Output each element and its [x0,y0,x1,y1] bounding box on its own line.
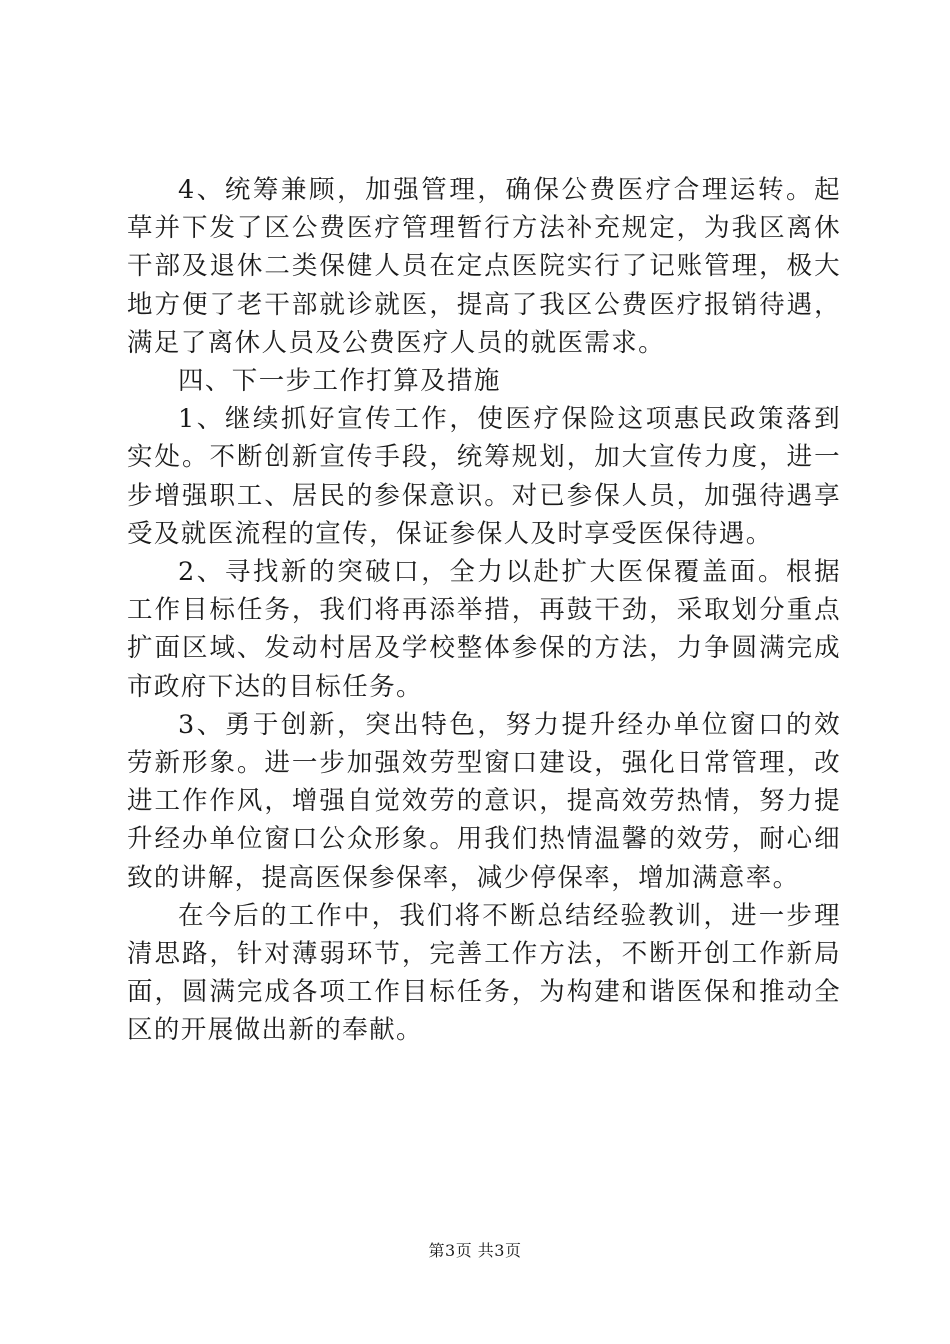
paragraph-expand-coverage: 2、寻找新的突破口，全力以赴扩大医保覆盖面。根据工作目标任务，我们将再添举措，再鼓干劲，采取划分重点扩面区域、发动村居及学校整体参保的方法，力争圆满完成市政府下达的目标任务。 [127,557,841,702]
section-heading-next-steps: 四、下一步工作打算及措施 [178,366,501,397]
paragraph-public-medical-management: 4、统筹兼顾，加强管理，确保公费医疗合理运转。起草并下发了区公费医疗管理暂行方法补充规定，为我区离休干部及退休二类保健人员在定点医院实行了记账管理，极大地方便了老干部就诊就医，提高了我区公费医疗报销待遇，满足了离休人员及公费医疗人员的就医需求。 [127,175,841,358]
document-body [127,171,841,1050]
paragraph-conclusion: 在今后的工作中，我们将不断总结经验教训，进一步理清思路，针对薄弱环节，完善工作方法，不断开创工作新局面，圆满完成各项工作目标任务，为构建和谐医保和推动全区的开展做出新的奉献。 [127,900,841,1046]
paragraph-service-window: 3、勇于创新，突出特色，努力提升经办单位窗口的效劳新形象。进一步加强效劳型窗口建设，强化日常管理，改进工作作风，增强自觉效劳的意识，提高效劳热情，努力提升经办单位窗口公众形象。用我们热情温馨的效劳，耐心细致的讲解，提高医保参保率，减少停保率，增加满意率。 [127,709,841,893]
page-number-footer: 第3页 共3页 [428,1241,522,1260]
paragraph-publicity-work: 1、继续抓好宣传工作，使医疗保险这项惠民政策落到实处。不断创新宣传手段，统筹规划，加大宣传力度，进一步增强职工、居民的参保意识。对已参保人员，加强待遇享受及就医流程的宣传，保证参保人及时享受医保待遇。 [127,404,841,549]
